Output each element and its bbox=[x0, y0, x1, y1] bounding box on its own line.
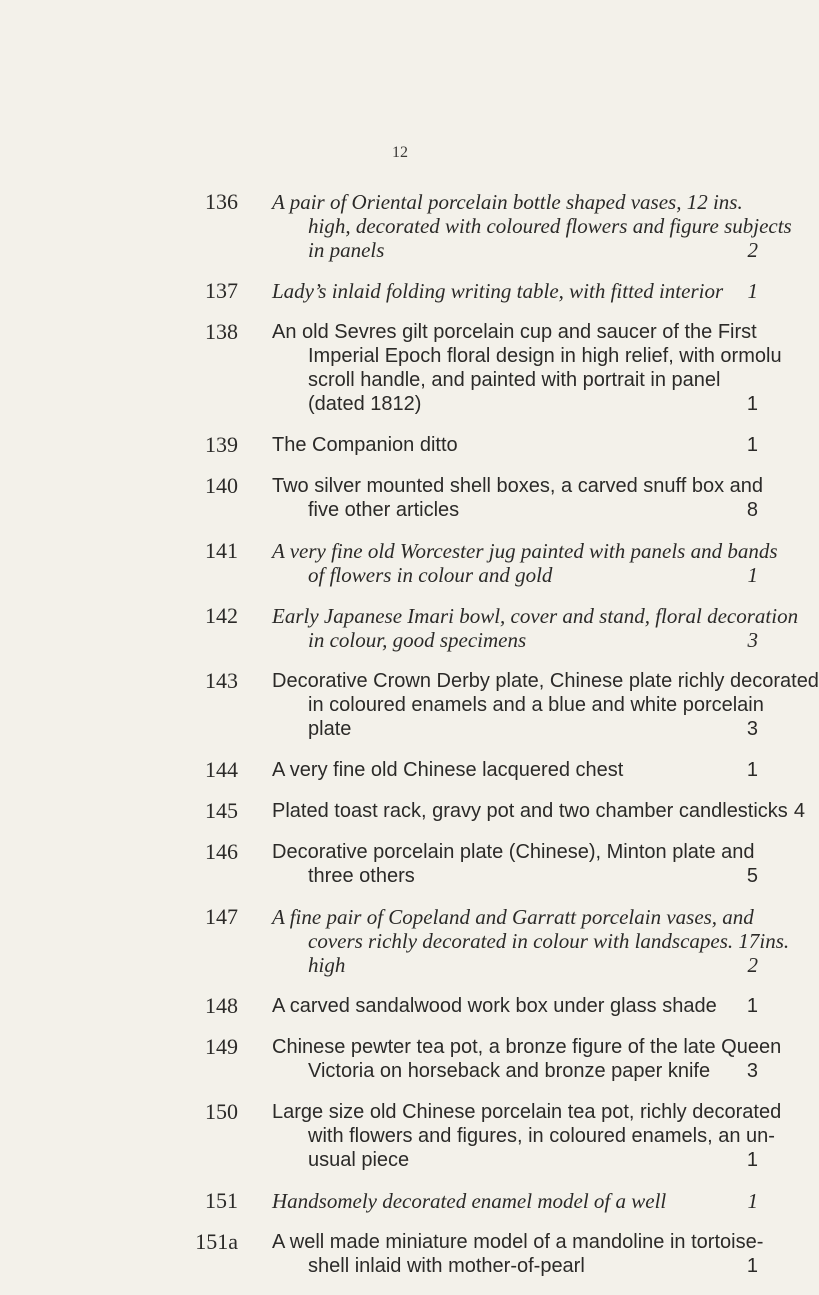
lot-description-line bbox=[272, 604, 799, 628]
lot-description-line bbox=[272, 190, 758, 214]
lot-text: A well made miniature model of a mandoline in tortoise- bbox=[272, 1231, 764, 1253]
lot-number: 151 bbox=[205, 1188, 238, 1213]
lot-description bbox=[272, 433, 758, 457]
lot-text: in coloured enamels and a blue and white porcelain bbox=[308, 694, 764, 716]
lot-description bbox=[272, 190, 792, 262]
lot-number: 147 bbox=[205, 904, 238, 929]
lot-number: 145 bbox=[205, 798, 238, 823]
lot-text: Decorative Crown Derby plate, Chinese plate richly decorated bbox=[272, 670, 819, 692]
lot-text: Imperial Epoch floral design in high relief, with ormolu bbox=[308, 345, 782, 367]
lot-text: usual piece bbox=[308, 1149, 410, 1171]
lot-description-line bbox=[272, 539, 778, 563]
lot-entry bbox=[0, 758, 801, 782]
lot-number: 140 bbox=[205, 473, 238, 498]
lot-text: A very fine old Worcester jug painted with panels and bands bbox=[272, 539, 778, 563]
lot-description-line bbox=[272, 840, 758, 864]
lot-quantity: 4 bbox=[793, 800, 805, 822]
lot-text: Early Japanese Imari bowl, cover and stand, floral decoration bbox=[272, 604, 799, 628]
lot-text: Lady’s inlaid folding writing table, with fitted interior bbox=[272, 279, 724, 303]
lot-description bbox=[272, 279, 758, 303]
lot-description-line bbox=[272, 1148, 758, 1172]
lot-quantity: 1 bbox=[746, 393, 758, 415]
lot-quantity: 1 bbox=[746, 995, 758, 1017]
lot-description bbox=[272, 1100, 782, 1172]
lot-text: A fine pair of Copeland and Garratt porcelain vases, and bbox=[272, 905, 754, 929]
lot-description-line bbox=[272, 864, 758, 888]
lot-quantity: 1 bbox=[746, 1255, 758, 1277]
lot-entry bbox=[0, 1035, 801, 1083]
lot-description-line bbox=[272, 368, 758, 392]
lot-description-line bbox=[272, 320, 758, 344]
lot-description-line bbox=[272, 994, 758, 1018]
lot-description bbox=[272, 539, 778, 587]
lot-text: Decorative porcelain plate (Chinese), Minton plate and bbox=[272, 841, 755, 863]
lot-description bbox=[272, 320, 782, 416]
lot-description bbox=[272, 905, 790, 977]
lot-number: 143 bbox=[205, 668, 238, 693]
lot-entry bbox=[0, 668, 819, 741]
lot-description-line bbox=[272, 1189, 758, 1213]
lot-description bbox=[272, 758, 758, 782]
lot-description-line bbox=[272, 717, 758, 741]
lot-text: shell inlaid with mother-of-pearl bbox=[308, 1255, 585, 1277]
lot-number: 148 bbox=[205, 993, 238, 1018]
lot-description-line bbox=[272, 563, 758, 587]
lot-description-line bbox=[272, 628, 758, 652]
lot-quantity: 3 bbox=[746, 1060, 758, 1082]
lot-text: plate bbox=[308, 718, 352, 740]
lot-description-line bbox=[272, 1254, 758, 1278]
lot-quantity: 1 bbox=[747, 1189, 758, 1213]
lot-entry bbox=[0, 604, 801, 652]
lot-number: 142 bbox=[205, 603, 238, 628]
lot-description bbox=[272, 1189, 758, 1213]
lot-text: covers richly decorated in colour with landscapes. 17ins. bbox=[308, 929, 790, 953]
lot-description-line bbox=[272, 474, 764, 498]
lot-quantity: 8 bbox=[746, 499, 758, 521]
lot-quantity: 5 bbox=[746, 865, 758, 887]
lot-quantity: 1 bbox=[746, 759, 758, 781]
lot-description bbox=[272, 604, 799, 652]
lot-number: 137 bbox=[205, 278, 238, 303]
lot-description-line bbox=[272, 693, 764, 717]
lot-description-line bbox=[272, 392, 758, 416]
lot-text: five other articles bbox=[308, 499, 460, 521]
lot-entry bbox=[0, 320, 801, 416]
lot-text: with flowers and figures, in coloured enamels, an un- bbox=[308, 1125, 775, 1147]
lot-quantity: 1 bbox=[746, 1149, 758, 1171]
lot-number: 150 bbox=[205, 1099, 238, 1124]
lot-description bbox=[272, 1035, 782, 1083]
lot-number: 141 bbox=[205, 538, 238, 563]
lot-entry bbox=[0, 1230, 801, 1278]
lot-description-line bbox=[272, 905, 758, 929]
lot-description bbox=[272, 1230, 764, 1278]
lot-description-line bbox=[272, 758, 758, 782]
lot-text: Handsomely decorated enamel model of a well bbox=[272, 1189, 667, 1213]
lot-entry bbox=[0, 840, 801, 888]
lot-description-line bbox=[272, 238, 758, 262]
lot-text: An old Sevres gilt porcelain cup and saucer of the First bbox=[272, 321, 757, 343]
lot-text: Victoria on horseback and bronze paper knife bbox=[308, 1060, 711, 1082]
lot-text: scroll handle, and painted with portrait in panel bbox=[308, 369, 721, 391]
lot-text: Large size old Chinese porcelain tea pot, richly decorated bbox=[272, 1101, 782, 1123]
lot-text: in colour, good specimens bbox=[308, 628, 527, 652]
lot-list bbox=[0, 189, 819, 1295]
lot-number: 149 bbox=[205, 1034, 238, 1059]
lot-description-line bbox=[272, 1059, 758, 1083]
lot-description-line bbox=[272, 344, 782, 368]
lot-entry bbox=[0, 539, 801, 587]
lot-description-line bbox=[272, 498, 758, 522]
lot-text: high bbox=[308, 953, 346, 977]
lot-description bbox=[272, 669, 819, 741]
lot-entry bbox=[0, 1189, 801, 1213]
lot-entry bbox=[0, 905, 801, 977]
lot-quantity: 1 bbox=[747, 279, 758, 303]
lot-number: 146 bbox=[205, 839, 238, 864]
lot-quantity: 1 bbox=[747, 563, 758, 587]
lot-quantity: 3 bbox=[747, 628, 758, 652]
lot-description bbox=[272, 840, 758, 888]
lot-description-line bbox=[272, 799, 805, 823]
page-number: 12 bbox=[392, 144, 408, 161]
lot-text: Two silver mounted shell boxes, a carved snuff box and bbox=[272, 475, 764, 497]
lot-entry bbox=[0, 798, 805, 823]
lot-entry bbox=[0, 433, 801, 457]
lot-entry bbox=[0, 994, 801, 1018]
lot-text: (dated 1812) bbox=[308, 393, 422, 415]
lot-text: high, decorated with coloured flowers and figure subjects bbox=[308, 214, 792, 238]
lot-number: 136 bbox=[205, 189, 238, 214]
lot-text: A carved sandalwood work box under glass shade bbox=[272, 995, 717, 1017]
lot-quantity: 3 bbox=[746, 718, 758, 740]
lot-number: 151a bbox=[195, 1229, 238, 1254]
lot-description bbox=[272, 474, 764, 522]
lot-text: Chinese pewter tea pot, a bronze figure of the late Queen bbox=[272, 1036, 782, 1058]
lot-text: A pair of Oriental porcelain bottle shaped vases, 12 ins. bbox=[272, 190, 743, 214]
lot-text: in panels bbox=[308, 238, 385, 262]
lot-text: The Companion ditto bbox=[272, 434, 458, 456]
lot-description-line bbox=[272, 1035, 782, 1059]
lot-description-line bbox=[272, 214, 792, 238]
lot-description-line bbox=[272, 929, 790, 953]
lot-description-line bbox=[272, 279, 758, 303]
lot-description bbox=[272, 799, 805, 823]
lot-description-line bbox=[272, 1230, 764, 1254]
lot-text: of flowers in colour and gold bbox=[308, 563, 553, 587]
lot-quantity: 1 bbox=[746, 434, 758, 456]
lot-description-line bbox=[272, 433, 758, 457]
lot-text: Plated toast rack, gravy pot and two chamber candlesticks bbox=[272, 800, 788, 822]
lot-text: three others bbox=[308, 865, 415, 887]
lot-description-line bbox=[272, 1100, 782, 1124]
lot-description-line bbox=[272, 953, 758, 977]
lot-entry bbox=[0, 1100, 801, 1172]
lot-entry bbox=[0, 190, 801, 262]
lot-description bbox=[272, 994, 758, 1018]
lot-description-line bbox=[272, 1124, 775, 1148]
lot-quantity: 2 bbox=[747, 953, 758, 977]
lot-description-line bbox=[272, 669, 819, 693]
lot-text: A very fine old Chinese lacquered chest bbox=[272, 759, 624, 781]
lot-number: 139 bbox=[205, 432, 238, 457]
lot-entry bbox=[0, 474, 801, 522]
lot-entry bbox=[0, 279, 801, 303]
lot-number: 144 bbox=[205, 757, 238, 782]
lot-number: 138 bbox=[205, 319, 238, 344]
lot-quantity: 2 bbox=[747, 238, 758, 262]
